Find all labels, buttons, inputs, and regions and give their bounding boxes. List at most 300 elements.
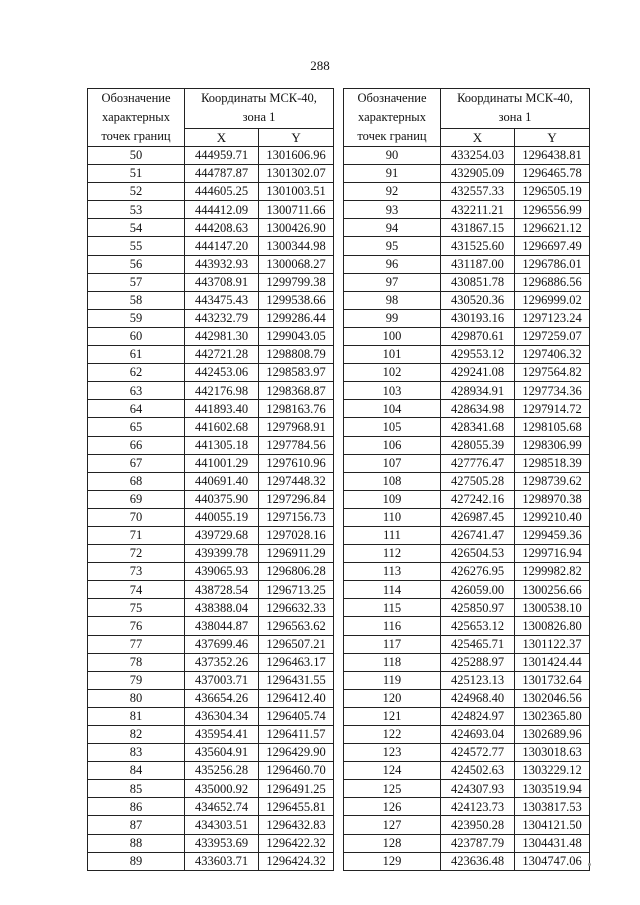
y-coordinate-cell: 1296786.01	[515, 255, 590, 273]
point-number-cell: 57	[88, 273, 185, 291]
y-coordinate-cell: 1299716.94	[515, 545, 590, 563]
point-number-cell: 122	[344, 726, 441, 744]
x-coordinate-cell: 434652.74	[185, 798, 259, 816]
table-row	[88, 364, 334, 382]
x-coordinate-cell: 439065.93	[185, 563, 259, 581]
x-coordinate-cell: 443932.93	[185, 255, 259, 273]
table-row	[88, 273, 334, 291]
y-coordinate-cell: 1301732.64	[515, 671, 590, 689]
table-row	[88, 255, 334, 273]
point-number-cell: 68	[88, 472, 185, 490]
table-row	[88, 400, 334, 418]
x-coordinate-cell: 440055.19	[185, 508, 259, 526]
table-row	[88, 780, 334, 798]
point-number-cell: 78	[88, 653, 185, 671]
coord-title-line: Координаты МСК-40,	[201, 91, 317, 106]
table-row	[344, 780, 590, 798]
table-row	[344, 454, 590, 472]
x-coordinate-cell: 431525.60	[441, 237, 515, 255]
table-row	[344, 581, 590, 599]
x-coordinate-cell: 428634.98	[441, 400, 515, 418]
table-row	[344, 617, 590, 635]
point-number-cell: 123	[344, 744, 441, 762]
y-coordinate-cell: 1298163.76	[259, 400, 334, 418]
point-number-cell: 56	[88, 255, 185, 273]
table-row	[88, 472, 334, 490]
x-coordinate-cell: 426504.53	[441, 545, 515, 563]
x-coordinate-cell: 444605.25	[185, 183, 259, 201]
x-coordinate-cell: 444412.09	[185, 201, 259, 219]
point-number-cell: 65	[88, 418, 185, 436]
point-number-cell: 67	[88, 454, 185, 472]
y-coordinate-cell: 1296697.49	[515, 237, 590, 255]
x-coordinate-cell: 435256.28	[185, 762, 259, 780]
y-coordinate-cell: 1296424.32	[259, 852, 334, 870]
point-number-cell: 103	[344, 382, 441, 400]
x-coordinate-cell: 429870.61	[441, 327, 515, 345]
x-coordinate-cell: 444208.63	[185, 219, 259, 237]
point-number-cell: 82	[88, 726, 185, 744]
y-coordinate-cell: 1302046.56	[515, 689, 590, 707]
x-coordinate-cell: 424572.77	[441, 744, 515, 762]
x-coordinate-cell: 429241.08	[441, 364, 515, 382]
y-coordinate-cell: 1300711.66	[259, 201, 334, 219]
table-row	[88, 201, 334, 219]
y-coordinate-cell: 1303229.12	[515, 762, 590, 780]
point-number-cell: 73	[88, 563, 185, 581]
point-number-cell: 124	[344, 762, 441, 780]
point-number-cell: 74	[88, 581, 185, 599]
y-coordinate-cell: 1299286.44	[259, 309, 334, 327]
table-row	[88, 418, 334, 436]
point-label-line: характерных	[102, 110, 170, 124]
table-row	[88, 183, 334, 201]
point-number-cell: 120	[344, 689, 441, 707]
y-coordinate-cell: 1300826.80	[515, 617, 590, 635]
table-row	[88, 617, 334, 635]
table-row	[344, 436, 590, 454]
x-coordinate-cell: 428341.68	[441, 418, 515, 436]
point-number-cell: 69	[88, 490, 185, 508]
x-coordinate-cell: 432557.33	[441, 183, 515, 201]
y-coordinate-cell: 1300068.27	[259, 255, 334, 273]
point-number-cell: 72	[88, 545, 185, 563]
table-row	[88, 635, 334, 653]
point-number-cell: 86	[88, 798, 185, 816]
x-coordinate-cell: 426276.95	[441, 563, 515, 581]
y-coordinate-cell: 1301122.37	[515, 635, 590, 653]
x-coordinate-cell: 435000.92	[185, 780, 259, 798]
table-row	[88, 291, 334, 309]
table-body-left	[88, 147, 334, 871]
x-coordinate-cell: 444787.87	[185, 165, 259, 183]
y-coordinate-cell: 1298583.97	[259, 364, 334, 382]
y-coordinate-cell: 1298970.38	[515, 490, 590, 508]
y-coordinate-cell: 1296621.12	[515, 219, 590, 237]
point-number-cell: 85	[88, 780, 185, 798]
table-row	[344, 671, 590, 689]
coord-title-line: Координаты МСК-40,	[457, 91, 573, 106]
table-row	[88, 526, 334, 544]
table-row	[344, 327, 590, 345]
point-number-cell: 52	[88, 183, 185, 201]
y-coordinate-cell: 1299799.38	[259, 273, 334, 291]
table-row	[344, 744, 590, 762]
y-coordinate-cell: 1296886.56	[515, 273, 590, 291]
table-row	[344, 798, 590, 816]
table-row	[88, 852, 334, 870]
y-coordinate-cell: 1297564.82	[515, 364, 590, 382]
y-coordinate-cell: 1297028.16	[259, 526, 334, 544]
y-coordinate-cell: 1304747.06	[515, 852, 590, 870]
x-coordinate-cell: 430520.36	[441, 291, 515, 309]
x-coordinate-cell: 440691.40	[185, 472, 259, 490]
x-coordinate-cell: 432905.09	[441, 165, 515, 183]
x-coordinate-cell: 424307.93	[441, 780, 515, 798]
page-number: 288	[310, 58, 330, 73]
point-number-cell: 104	[344, 400, 441, 418]
x-coordinate-cell: 425653.12	[441, 617, 515, 635]
x-coordinate-cell: 426059.00	[441, 581, 515, 599]
x-coordinate-cell: 437699.46	[185, 635, 259, 653]
table-row	[88, 165, 334, 183]
point-number-cell: 54	[88, 219, 185, 237]
table-row	[88, 490, 334, 508]
x-column-header: X	[185, 128, 259, 146]
y-coordinate-cell: 1296713.25	[259, 581, 334, 599]
y-coordinate-cell: 1296411.57	[259, 726, 334, 744]
point-number-cell: 70	[88, 508, 185, 526]
point-number-cell: 89	[88, 852, 185, 870]
x-coordinate-cell: 424968.40	[441, 689, 515, 707]
point-number-cell: 55	[88, 237, 185, 255]
point-number-cell: 113	[344, 563, 441, 581]
x-coordinate-cell: 433254.03	[441, 147, 515, 165]
y-coordinate-cell: 1296507.21	[259, 635, 334, 653]
x-coordinate-cell: 433953.69	[185, 834, 259, 852]
table-row	[344, 526, 590, 544]
y-coordinate-cell: 1296463.17	[259, 653, 334, 671]
y-coordinate-cell: 1297406.32	[515, 346, 590, 364]
table-row	[88, 147, 334, 165]
y-coordinate-cell: 1296405.74	[259, 707, 334, 725]
table-row	[88, 834, 334, 852]
x-coordinate-cell: 431187.00	[441, 255, 515, 273]
point-number-cell: 109	[344, 490, 441, 508]
point-number-cell: 92	[344, 183, 441, 201]
y-coordinate-cell: 1298368.87	[259, 382, 334, 400]
y-coordinate-cell: 1296429.90	[259, 744, 334, 762]
point-number-cell: 105	[344, 418, 441, 436]
y-coordinate-cell: 1303018.63	[515, 744, 590, 762]
y-coordinate-cell: 1296999.02	[515, 291, 590, 309]
y-coordinate-cell: 1297259.07	[515, 327, 590, 345]
table-row	[88, 671, 334, 689]
table-row	[344, 762, 590, 780]
y-coordinate-cell: 1299043.05	[259, 327, 334, 345]
point-number-cell: 100	[344, 327, 441, 345]
point-number-cell: 101	[344, 346, 441, 364]
point-number-cell: 58	[88, 291, 185, 309]
table-row	[88, 508, 334, 526]
x-coordinate-cell: 444147.20	[185, 237, 259, 255]
table-row	[88, 563, 334, 581]
y-coordinate-cell: 1301003.51	[259, 183, 334, 201]
y-coordinate-cell: 1296422.32	[259, 834, 334, 852]
x-coordinate-cell: 441001.29	[185, 454, 259, 472]
point-number-cell: 50	[88, 147, 185, 165]
coordinates-table-right	[343, 88, 590, 871]
table-row	[344, 291, 590, 309]
x-coordinate-cell: 423787.79	[441, 834, 515, 852]
x-coordinate-cell: 425123.13	[441, 671, 515, 689]
y-column-header: Y	[259, 128, 334, 146]
table-row	[88, 309, 334, 327]
x-coordinate-cell: 424502.63	[441, 762, 515, 780]
point-label-line: точек границ	[357, 129, 427, 143]
point-number-cell: 111	[344, 526, 441, 544]
y-coordinate-cell: 1300344.98	[259, 237, 334, 255]
point-number-cell: 108	[344, 472, 441, 490]
y-coordinate-cell: 1297734.36	[515, 382, 590, 400]
table-row	[344, 400, 590, 418]
x-coordinate-cell: 442453.06	[185, 364, 259, 382]
y-coordinate-cell: 1296556.99	[515, 201, 590, 219]
table-row	[344, 545, 590, 563]
y-coordinate-cell: 1297610.96	[259, 454, 334, 472]
x-coordinate-cell: 423636.48	[441, 852, 515, 870]
table-row	[344, 165, 590, 183]
y-coordinate-cell: 1296455.81	[259, 798, 334, 816]
table-row	[344, 834, 590, 852]
point-number-cell: 110	[344, 508, 441, 526]
point-number-cell: 80	[88, 689, 185, 707]
y-coordinate-cell: 1302365.80	[515, 707, 590, 725]
table-row	[88, 346, 334, 364]
y-coordinate-cell: 1296412.40	[259, 689, 334, 707]
y-coordinate-cell: 1301606.96	[259, 147, 334, 165]
point-number-cell: 93	[344, 201, 441, 219]
table-row	[88, 237, 334, 255]
point-number-cell: 94	[344, 219, 441, 237]
point-number-cell: 90	[344, 147, 441, 165]
point-number-cell: 116	[344, 617, 441, 635]
point-number-cell: 51	[88, 165, 185, 183]
point-number-cell: 81	[88, 707, 185, 725]
y-coordinate-cell: 1299538.66	[259, 291, 334, 309]
point-number-cell: 87	[88, 816, 185, 834]
y-coordinate-cell: 1297296.84	[259, 490, 334, 508]
y-coordinate-cell: 1304431.48	[515, 834, 590, 852]
table-row	[344, 346, 590, 364]
table-row	[88, 581, 334, 599]
x-coordinate-cell: 424123.73	[441, 798, 515, 816]
x-coordinate-cell: 442176.98	[185, 382, 259, 400]
point-number-cell: 125	[344, 780, 441, 798]
x-coordinate-cell: 437352.26	[185, 653, 259, 671]
y-coordinate-cell: 1297156.73	[259, 508, 334, 526]
y-coordinate-cell: 1302689.96	[515, 726, 590, 744]
y-coordinate-cell: 1296911.29	[259, 545, 334, 563]
y-coordinate-cell: 1296632.33	[259, 599, 334, 617]
y-coordinate-cell: 1299459.36	[515, 526, 590, 544]
y-coordinate-cell: 1298739.62	[515, 472, 590, 490]
x-coordinate-cell: 427242.16	[441, 490, 515, 508]
table-row	[344, 382, 590, 400]
table-row	[88, 689, 334, 707]
point-label-line: точек границ	[101, 129, 171, 143]
table-row	[344, 255, 590, 273]
y-coordinate-cell: 1298808.79	[259, 346, 334, 364]
y-coordinate-cell: 1301302.07	[259, 165, 334, 183]
x-coordinate-cell: 436654.26	[185, 689, 259, 707]
point-number-cell: 97	[344, 273, 441, 291]
x-coordinate-cell: 438388.04	[185, 599, 259, 617]
y-coordinate-cell: 1300538.10	[515, 599, 590, 617]
table-row	[344, 635, 590, 653]
table-row	[344, 364, 590, 382]
table-row	[344, 147, 590, 165]
point-label-line: Обозначение	[357, 91, 427, 105]
point-number-cell: 117	[344, 635, 441, 653]
table-row	[88, 798, 334, 816]
table-row	[344, 472, 590, 490]
table-row	[88, 762, 334, 780]
coord-system-header	[185, 89, 334, 129]
y-coordinate-cell: 1297123.24	[515, 309, 590, 327]
scan-speck	[588, 863, 591, 866]
table-row	[344, 219, 590, 237]
point-number-cell: 75	[88, 599, 185, 617]
point-number-cell: 126	[344, 798, 441, 816]
y-coordinate-cell: 1296432.83	[259, 816, 334, 834]
y-coordinate-cell: 1297448.32	[259, 472, 334, 490]
table-row	[88, 454, 334, 472]
x-coordinate-cell: 425850.97	[441, 599, 515, 617]
y-coordinate-cell: 1299210.40	[515, 508, 590, 526]
y-coordinate-cell: 1297784.56	[259, 436, 334, 454]
table-row	[88, 653, 334, 671]
table-row	[344, 201, 590, 219]
coordinates-table-left	[87, 88, 334, 871]
y-coordinate-cell: 1296806.28	[259, 563, 334, 581]
point-label-header	[344, 89, 441, 147]
table-row	[344, 852, 590, 870]
x-coordinate-cell: 429553.12	[441, 346, 515, 364]
point-number-cell: 79	[88, 671, 185, 689]
point-number-cell: 99	[344, 309, 441, 327]
point-number-cell: 60	[88, 327, 185, 345]
x-coordinate-cell: 443708.91	[185, 273, 259, 291]
point-number-cell: 76	[88, 617, 185, 635]
table-row	[88, 219, 334, 237]
point-number-cell: 95	[344, 237, 441, 255]
point-number-cell: 121	[344, 707, 441, 725]
table-row	[344, 563, 590, 581]
point-number-cell: 83	[88, 744, 185, 762]
table-row	[344, 816, 590, 834]
table-row	[88, 545, 334, 563]
x-coordinate-cell: 428934.91	[441, 382, 515, 400]
point-number-cell: 77	[88, 635, 185, 653]
table-row	[344, 599, 590, 617]
x-coordinate-cell: 436304.34	[185, 707, 259, 725]
point-number-cell: 127	[344, 816, 441, 834]
x-coordinate-cell: 434303.51	[185, 816, 259, 834]
y-coordinate-cell: 1296563.62	[259, 617, 334, 635]
y-coordinate-cell: 1296438.81	[515, 147, 590, 165]
x-coordinate-cell: 433603.71	[185, 852, 259, 870]
x-coordinate-cell: 443475.43	[185, 291, 259, 309]
point-number-cell: 84	[88, 762, 185, 780]
y-coordinate-cell: 1298518.39	[515, 454, 590, 472]
x-coordinate-cell: 441893.40	[185, 400, 259, 418]
x-coordinate-cell: 430851.78	[441, 273, 515, 291]
x-coordinate-cell: 426741.47	[441, 526, 515, 544]
x-coordinate-cell: 425465.71	[441, 635, 515, 653]
x-coordinate-cell: 443232.79	[185, 309, 259, 327]
y-coordinate-cell: 1300256.66	[515, 581, 590, 599]
table-row	[88, 436, 334, 454]
table-row	[344, 273, 590, 291]
point-number-cell: 129	[344, 852, 441, 870]
x-coordinate-cell: 438728.54	[185, 581, 259, 599]
y-coordinate-cell: 1297968.91	[259, 418, 334, 436]
x-coordinate-cell: 424824.97	[441, 707, 515, 725]
point-number-cell: 71	[88, 526, 185, 544]
table-row	[344, 653, 590, 671]
x-coordinate-cell: 441305.18	[185, 436, 259, 454]
y-coordinate-cell: 1303519.94	[515, 780, 590, 798]
x-coordinate-cell: 426987.45	[441, 508, 515, 526]
table-row	[344, 689, 590, 707]
point-number-cell: 59	[88, 309, 185, 327]
point-number-cell: 91	[344, 165, 441, 183]
y-coordinate-cell: 1296465.78	[515, 165, 590, 183]
point-number-cell: 107	[344, 454, 441, 472]
table-row	[344, 237, 590, 255]
x-column-header: X	[441, 128, 515, 146]
x-coordinate-cell: 435604.91	[185, 744, 259, 762]
table-row	[344, 418, 590, 436]
x-coordinate-cell: 439399.78	[185, 545, 259, 563]
y-coordinate-cell: 1298105.68	[515, 418, 590, 436]
table-row	[344, 309, 590, 327]
point-number-cell: 119	[344, 671, 441, 689]
x-coordinate-cell: 442981.30	[185, 327, 259, 345]
x-coordinate-cell: 444959.71	[185, 147, 259, 165]
y-coordinate-cell: 1296505.19	[515, 183, 590, 201]
table-row	[344, 508, 590, 526]
point-number-cell: 106	[344, 436, 441, 454]
table-row	[344, 707, 590, 725]
x-coordinate-cell: 427776.47	[441, 454, 515, 472]
point-number-cell: 64	[88, 400, 185, 418]
coord-title-line: зона 1	[498, 110, 532, 125]
x-coordinate-cell: 442721.28	[185, 346, 259, 364]
y-coordinate-cell: 1296431.55	[259, 671, 334, 689]
x-coordinate-cell: 438044.87	[185, 617, 259, 635]
y-coordinate-cell: 1300426.90	[259, 219, 334, 237]
coord-title-line: зона 1	[242, 110, 276, 125]
point-number-cell: 61	[88, 346, 185, 364]
point-label-header	[88, 89, 185, 147]
coord-system-header	[441, 89, 590, 129]
x-coordinate-cell: 441602.68	[185, 418, 259, 436]
x-coordinate-cell: 432211.21	[441, 201, 515, 219]
table-row	[88, 726, 334, 744]
table-row	[88, 744, 334, 762]
